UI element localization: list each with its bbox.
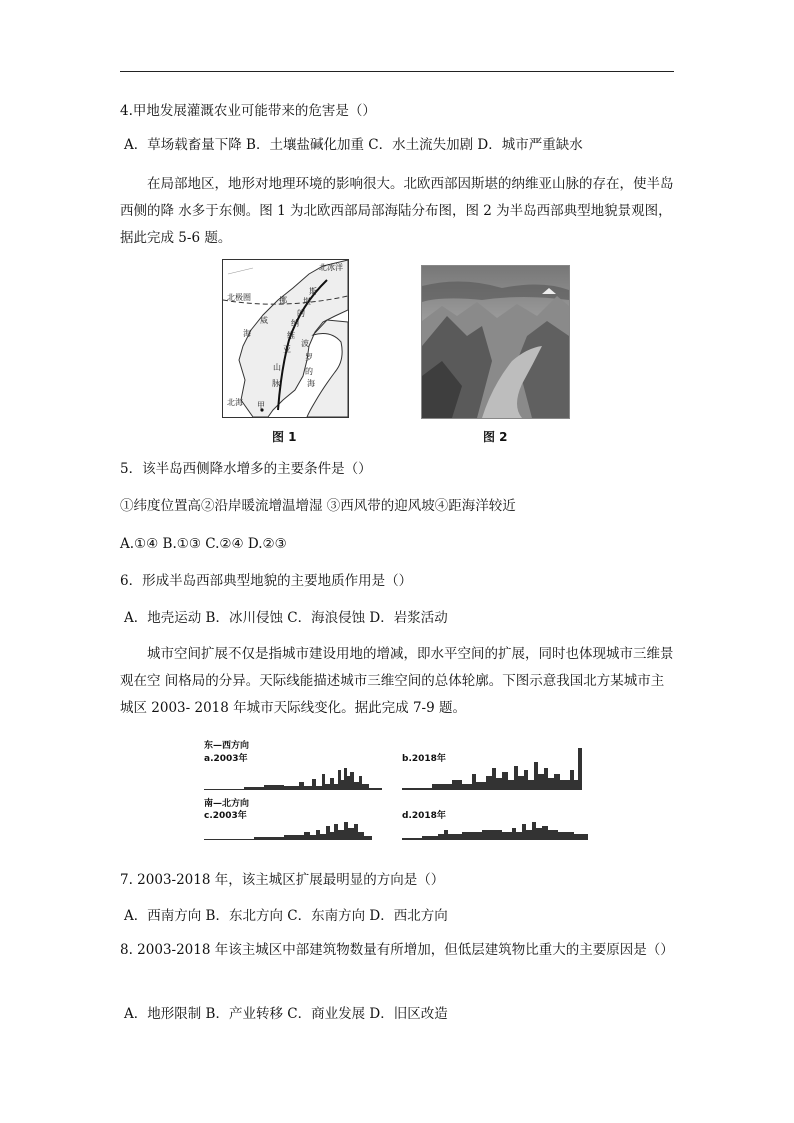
skyline-a-label: a.2003年 <box>204 754 248 764</box>
label-norway-2: 威 <box>260 316 268 325</box>
map-drawing <box>223 260 348 417</box>
q8-stem: 8. 2003-2018 年该主城区中部建筑物数量有所增加，但低层建筑物比重大的主要原因是（） <box>120 942 674 958</box>
skyline-a <box>204 764 382 790</box>
figure-1-map <box>222 259 349 418</box>
label-scandinavia-8: 脉 <box>272 379 280 388</box>
label-norwegian-sea: 海 <box>243 329 251 338</box>
q5-stem: 5．该半岛西侧降水增多的主要条件是（） <box>120 461 372 477</box>
fjord-image <box>422 266 569 418</box>
q6-stem: 6．形成半岛西部典型地貌的主要地质作用是（） <box>120 573 413 589</box>
skyline-d <box>402 818 588 840</box>
skyline-ns-title: 南—北方向 <box>204 799 250 809</box>
q5-choices: ①纬度位置高②沿岸暖流增温增湿 ③西风带的迎风坡④距海洋较近 <box>120 498 516 514</box>
label-baltic-1: 波 <box>301 339 309 348</box>
q8-options: A．地形限制 B．产业转移 C．商业发展 D．旧区改造 <box>124 1006 448 1022</box>
figure-2-caption: 图 2 <box>483 430 508 444</box>
label-scandinavia-2: 堪 <box>303 297 311 306</box>
figure-2-photo <box>421 265 570 419</box>
skyline-b <box>402 748 586 790</box>
label-scandinavia-7: 山 <box>273 363 281 372</box>
header-rule <box>120 71 674 72</box>
passage-2: 城市空间扩展不仅是指城市建设用地的增减，即水平空间的扩展，同时也体现城市三维景观在空 间格局的分异。天际线能描述城市三维空间的总体轮廓。下图示意我国北方某城市主城区 2003- 2018 年城市天际线变化。据此完成 7-9 题。 <box>120 646 674 716</box>
q7-stem: 7. 2003-2018 年，该主城区扩展最明显的方向是（） <box>120 872 445 888</box>
label-baltic-4: 海 <box>307 379 315 388</box>
label-scandinavia-5: 维 <box>287 331 295 340</box>
skyline-ew-title: 东—西方向 <box>204 741 250 751</box>
label-baltic-3: 的 <box>305 367 313 376</box>
label-arctic-circle: 北极圈 <box>227 293 251 302</box>
skyline-b-label: b.2018年 <box>402 754 446 764</box>
skyline-figure <box>204 738 590 846</box>
q6-options: A．地壳运动 B．冰川侵蚀 C．海浪侵蚀 D．岩浆活动 <box>124 610 448 626</box>
label-site-jia: 甲 <box>257 401 265 410</box>
skyline-d-label: d.2018年 <box>402 811 446 821</box>
skyline-c-label: c.2003年 <box>204 811 247 821</box>
label-scandinavia-4: 纳 <box>291 319 299 328</box>
q5-options: A.①④ B.①③ C.②④ D.②③ <box>120 536 287 552</box>
label-norway-1: 挪 <box>279 296 287 305</box>
label-scandinavia-6: 亚 <box>283 345 291 354</box>
label-scandinavia-3: 的 <box>297 309 305 318</box>
label-north-sea: 北海 <box>227 398 243 407</box>
q4-options: A．草场载畜量下降 B．土壤盐碱化加重 C．水土流失加剧 D．城市严重缺水 <box>124 137 583 153</box>
figure-1-caption: 图 1 <box>272 430 297 444</box>
skyline-c <box>204 820 372 840</box>
label-scandinavia-1: 斯 <box>309 287 317 296</box>
label-baltic-2: 罗 <box>305 353 313 362</box>
q4-stem: 4.甲地发展灌溉农业可能带来的危害是（） <box>120 103 376 119</box>
q7-options: A．西南方向 B．东北方向 C．东南方向 D．西北方向 <box>124 908 448 924</box>
passage-1: 在局部地区，地形对地理环境的影响很大。北欧西部因斯堪的纳维亚山脉的存在，使半岛西侧的降 水多于东侧。图 1 为北欧西部局部海陆分布图，图 2 为半岛西部典型地貌景观图，据此完成 5-6 题。 <box>120 176 674 246</box>
label-arctic-ocean: 北冰洋 <box>319 263 343 272</box>
